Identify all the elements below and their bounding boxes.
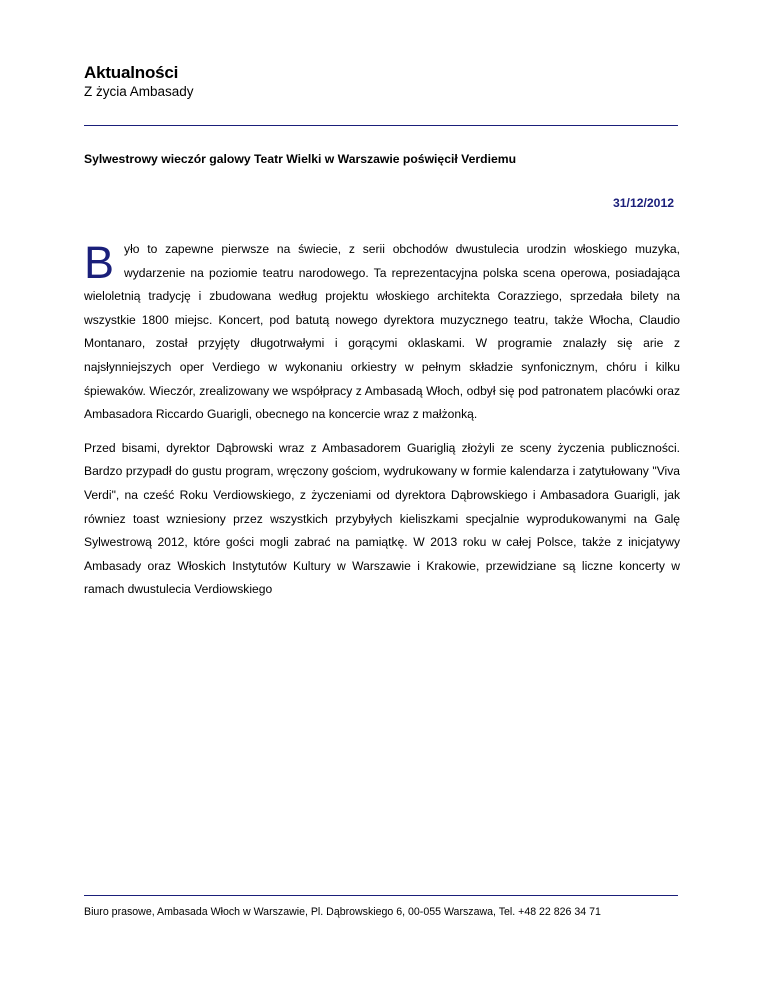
paragraph-1-text: yło to zapewne pierwsze na świecie, z serii obchodów dwustulecia urodzin włoskiego muzyka, wydarzenie na poziomie teatru narodowego. Ta reprezentacyjna polska scena operowa, posiadająca wieloletnią tradycję i zbudowana według projektu włoskiego architekta Corazziego, sprzedała bilety na wszystkie 1800 miejsc. Koncert, pod batutą nowego dyrektora muzycznego teatru, także Włocha, Claudio Montanaro, został przyjęty długotrwałymi i gorącymi oklaskami. W programie znalazły się arie z najsłynniejszych oper Verdiego w wykonaniu orkiestry w pełnym składzie synfonicznym, chóru i kilku śpiewaków. Wieczór, zrealizowany we współpracy z Ambasadą Włoch, odbył się pod patronatem placówki oraz Ambasadora Riccardo Guarigli, obecnego na koncercie wraz z małżonką. [84, 242, 680, 422]
page-subtitle: Z życia Ambasady [84, 84, 194, 99]
drop-cap: B [84, 237, 115, 288]
page-title: Aktualności [84, 63, 179, 82]
article-date: 31/12/2012 [613, 196, 674, 210]
article-headline: Sylwestrowy wieczór galowy Teatr Wielki w Warszawie poświęcił Verdiemu [84, 152, 517, 166]
article-paragraph-1 [84, 238, 680, 427]
footer-divider [84, 895, 678, 896]
article-body [84, 238, 680, 602]
article-paragraph-2: Przed bisami, dyrektor Dąbrowski wraz z Ambasadorem Guariglią złożyli ze sceny życzenia publiczności. Bardzo przypadł do gustu program, wręczony gościom, wydrukowany w formie kalendarza i zatytułowany "Viva Verdi", na cześć Roku Verdiowskiego, z życzeniami od dyrektora Dąbrowskiego i Ambasadora Guarigli, jak równiez toast wzniesiony przez wszystkich przybyłych kieliszkami specjalnie wyprodukowanymi na Galę Sylwestrową 2012, które gości mogli zabrać na pamiątkę. W 2013 roku w całej Polsce, także z inicjatywy Ambasady oraz Włoskich Instytutów Kultury w Warszawie i Krakowie, przewidziane są liczne koncerty w ramach dwustulecia Verdiowskiego [84, 440, 680, 597]
document-page [84, 0, 680, 994]
footer-contact: Biuro prasowe, Ambasada Włoch w Warszawie, Pl. Dąbrowskiego 6, 00-055 Warszawa, Tel. +48 22 826 34 71 [84, 906, 601, 918]
header-divider [84, 125, 678, 126]
